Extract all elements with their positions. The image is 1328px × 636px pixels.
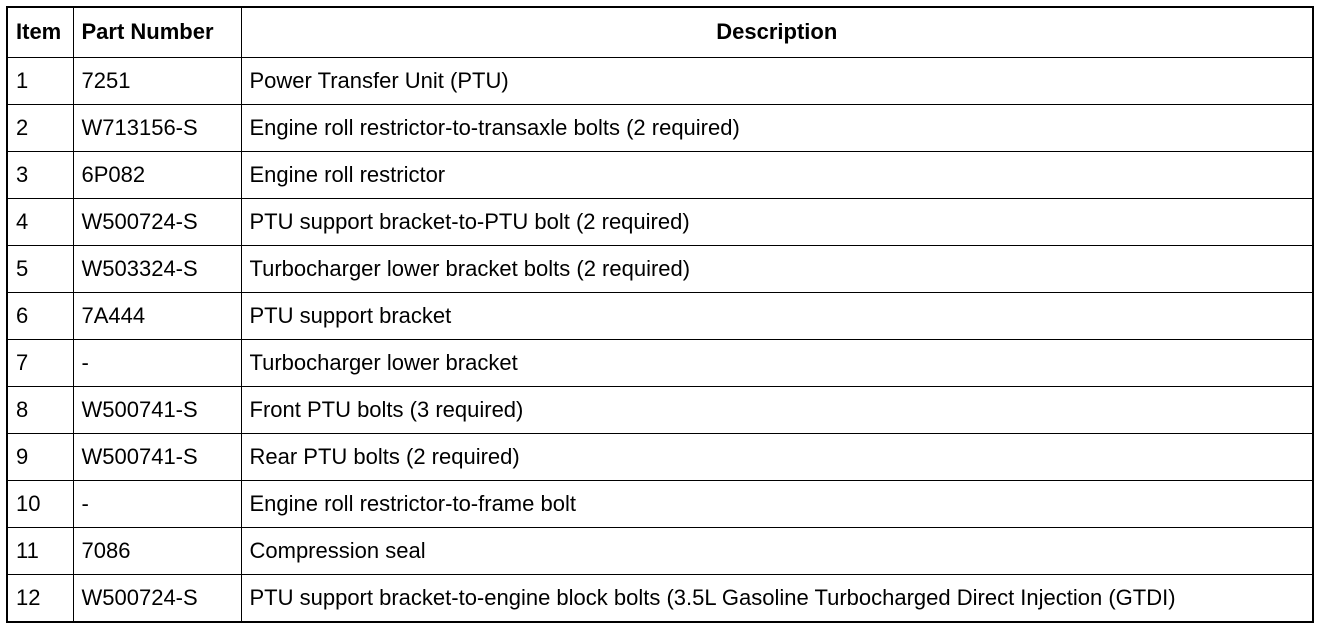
part-number-cell: W500724-S xyxy=(73,199,241,246)
column-header-description: Description xyxy=(241,7,1313,58)
part-number-cell: - xyxy=(73,481,241,528)
description-cell: Engine roll restrictor xyxy=(241,152,1313,199)
item-cell: 10 xyxy=(7,481,73,528)
table-row xyxy=(7,293,1313,340)
item-cell: 6 xyxy=(7,293,73,340)
description-cell: Engine roll restrictor-to-transaxle bolts (2 required) xyxy=(241,105,1313,152)
part-number-cell: W500724-S xyxy=(73,575,241,623)
table-row xyxy=(7,528,1313,575)
column-header-item: Item xyxy=(7,7,73,58)
description-cell: Compression seal xyxy=(241,528,1313,575)
description-cell: Rear PTU bolts (2 required) xyxy=(241,434,1313,481)
item-cell: 3 xyxy=(7,152,73,199)
table-row xyxy=(7,340,1313,387)
table-row xyxy=(7,152,1313,199)
parts-table xyxy=(6,6,1314,623)
part-number-cell: 7086 xyxy=(73,528,241,575)
table-header-row xyxy=(7,7,1313,58)
description-cell: Turbocharger lower bracket bolts (2 required) xyxy=(241,246,1313,293)
description-cell: PTU support bracket-to-PTU bolt (2 required) xyxy=(241,199,1313,246)
part-number-cell: W713156-S xyxy=(73,105,241,152)
table-row xyxy=(7,246,1313,293)
item-cell: 4 xyxy=(7,199,73,246)
table-row xyxy=(7,434,1313,481)
item-cell: 5 xyxy=(7,246,73,293)
table-row xyxy=(7,199,1313,246)
description-cell: Turbocharger lower bracket xyxy=(241,340,1313,387)
item-cell: 9 xyxy=(7,434,73,481)
part-number-cell: 6P082 xyxy=(73,152,241,199)
item-cell: 1 xyxy=(7,58,73,105)
table-row xyxy=(7,481,1313,528)
part-number-cell: W500741-S xyxy=(73,434,241,481)
description-cell: PTU support bracket xyxy=(241,293,1313,340)
part-number-cell: W500741-S xyxy=(73,387,241,434)
table-row xyxy=(7,105,1313,152)
part-number-cell: 7251 xyxy=(73,58,241,105)
table-body xyxy=(7,58,1313,623)
part-number-cell: W503324-S xyxy=(73,246,241,293)
table-row xyxy=(7,387,1313,434)
item-cell: 2 xyxy=(7,105,73,152)
table-row xyxy=(7,575,1313,623)
column-header-part-number: Part Number xyxy=(73,7,241,58)
table-row xyxy=(7,58,1313,105)
description-cell: PTU support bracket-to-engine block bolts (3.5L Gasoline Turbocharged Direct Injection (GTDI) xyxy=(241,575,1313,623)
part-number-cell: - xyxy=(73,340,241,387)
description-cell: Engine roll restrictor-to-frame bolt xyxy=(241,481,1313,528)
item-cell: 7 xyxy=(7,340,73,387)
description-cell: Front PTU bolts (3 required) xyxy=(241,387,1313,434)
item-cell: 11 xyxy=(7,528,73,575)
part-number-cell: 7A444 xyxy=(73,293,241,340)
item-cell: 12 xyxy=(7,575,73,623)
description-cell: Power Transfer Unit (PTU) xyxy=(241,58,1313,105)
item-cell: 8 xyxy=(7,387,73,434)
